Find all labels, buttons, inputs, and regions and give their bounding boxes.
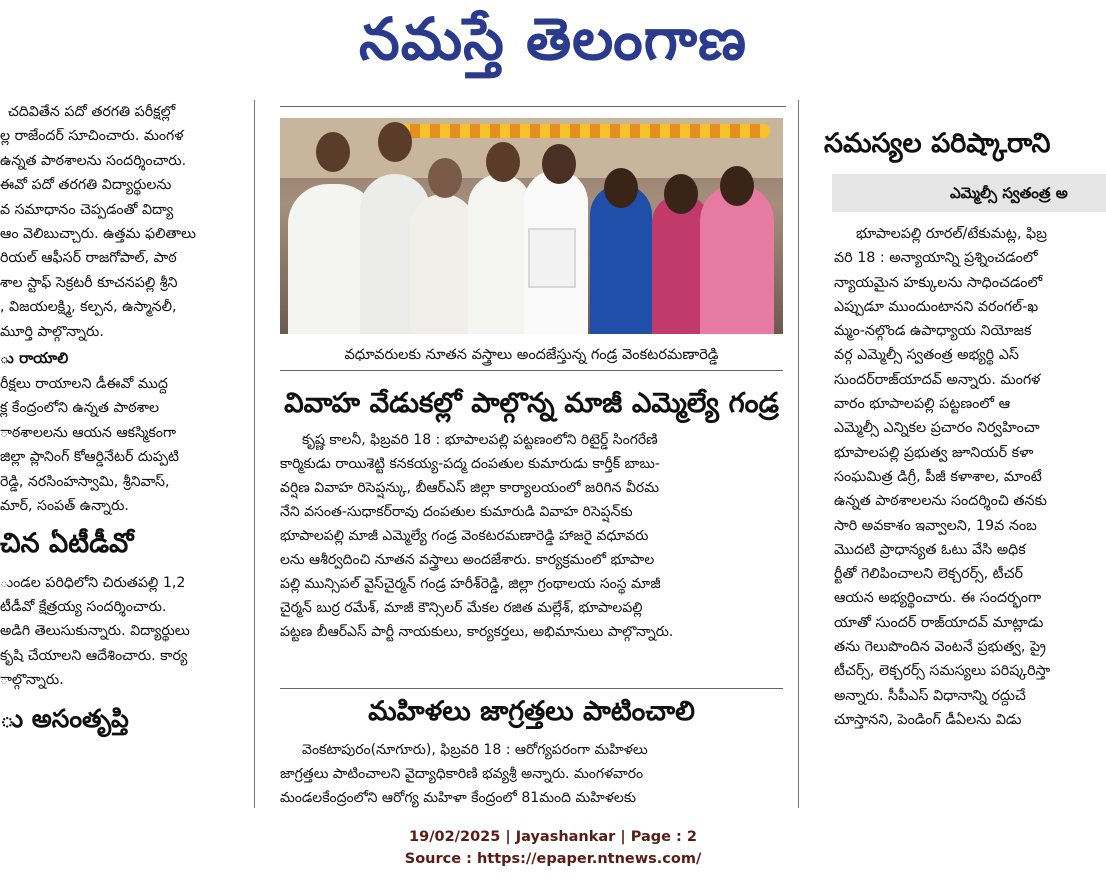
left-line: చదివితేన పదో తరగతి పరీక్షల్లో bbox=[8, 104, 176, 120]
column-divider bbox=[254, 100, 255, 808]
photo-head bbox=[428, 158, 462, 198]
right-line: సుందర్‌రాజ్‌యాదవ్ అన్నారు. మంగళ bbox=[834, 371, 1041, 388]
right-line: సంఘమిత్ర డిగ్రీ, పీజీ కళాశాల, మాంటే bbox=[834, 468, 1042, 485]
article-line: కృష్ణ కాలనీ, ఫిబ్రవరి 18 : భూపాలపల్లి పట్టణంలోని రిటైర్డ్ సింగరేణి bbox=[302, 432, 658, 448]
right-line: ఎప్పుడూ ముందుంటానని వరంగల్-ఖ bbox=[834, 298, 1039, 315]
right-line: భూపాలపల్లి ప్రభుత్వ జూనియర్ కళా bbox=[834, 444, 1034, 461]
left-line: మార్, సంపత్ ఉన్నారు. bbox=[0, 498, 129, 515]
photo-garland bbox=[390, 124, 770, 138]
masthead-title: నమస్తే తెలంగాణ bbox=[359, 4, 747, 73]
left-line: ఉన్నత పాఠశాలను సందర్శించారు. bbox=[0, 152, 187, 169]
article-line: పట్టణ బీఆర్ఎస్ పార్టీ నాయకులు, కార్యకర్తలు, అభిమానులు పాల్గొన్నారు. bbox=[280, 624, 674, 640]
left-subhead: ు రాయాలి bbox=[0, 349, 69, 368]
article-line: వర్షిణ వివాహ రిసెప్షన్కు, బీఆర్ఎస్ జిల్లా కార్యాలయంలో జరిగిన వీరమ bbox=[280, 480, 660, 496]
mid-rule bbox=[280, 688, 783, 689]
photo-head bbox=[486, 142, 520, 182]
left-headline-2: ు అసంతృప్తి bbox=[0, 703, 129, 733]
left-column bbox=[0, 100, 240, 806]
left-line: జిల్లా ప్లానింగ్ కోఆర్డినేటర్ దుప్పటి bbox=[0, 449, 179, 466]
photo-head bbox=[316, 132, 350, 172]
footer-source-line: Source : https://epaper.ntnews.com/ bbox=[404, 851, 702, 867]
left-line: రెడ్డి, నరసింహస్వామి, శ్రీనివాస్, bbox=[0, 473, 170, 490]
left-line: ఆం వెలిబుచ్చారు. ఉత్తమ ఫలితాలు bbox=[0, 226, 196, 243]
article-line: పల్లి మున్సిపల్ వైస్‌చైర్మన్ గండ్ర హరీశ్‌రెడ్డి, జిల్లా గ్రంథాలయ సంస్థ మాజీ bbox=[280, 576, 661, 592]
left-line: శాల స్టాఫ్ సెక్రటరీ కూచనపల్లి శ్రీని bbox=[0, 274, 178, 291]
left-line: టీడీవో క్షేత్రయ్య సందర్శించారు. bbox=[0, 598, 167, 615]
article-line: నేని వసంత-సుధాకర్‌రావు దంపతుల కుమారుడి వివాహ రిసెప్షన్‌కు bbox=[280, 504, 633, 520]
article-line: జాగ్రత్తలు పాటించాలని వైద్యాధికారిణి భవ్యశ్రీ అన్నారు. మంగళవారం bbox=[280, 766, 644, 782]
article-headline-2: మహిళలు జాగ్రత్తలు పాటించాలి bbox=[368, 696, 695, 727]
page-footer bbox=[0, 826, 1106, 870]
left-line: వ సమాధానం చెప్పడంతో విద్యా bbox=[0, 201, 174, 218]
right-line: మొదటి ప్రాధాన్యత ఓటు వేసి అధిక bbox=[834, 541, 1026, 558]
left-line: మూర్తి పాల్గొన్నారు. bbox=[0, 323, 104, 340]
right-subhead: ఎమ్మెల్సీ స్వతంత్ర అ bbox=[832, 174, 1106, 212]
right-line: యాతో సుందర్ రాజ్‌యాదవ్ మాట్లాడు bbox=[834, 614, 1044, 631]
article-line: భూపాలపల్లి మాజీ ఎమ్మెల్యే గండ్ర వెంకటరమణారెడ్డి హాజరై వధూవరు bbox=[280, 528, 649, 544]
article-line: లను ఆశీర్వదించి నూతన వస్త్రాలు అందజేశారు. కార్యక్రమంలో భూపాల bbox=[280, 552, 655, 568]
left-line: ఈవో పదో తరగతి విద్యార్థులను bbox=[0, 177, 172, 194]
right-line: చూస్తానని, పెండింగ్ డీఏలను విడు bbox=[834, 711, 1022, 728]
right-line: ఎమ్మెల్సీ ఎన్నికల ప్రచారం నిర్వహించా bbox=[834, 420, 1040, 437]
right-line: మ్మం-నల్గొండ ఉపాధ్యాయ నియోజక bbox=[834, 323, 1032, 340]
footer-date-line: 19/02/2025 | Jayashankar | Page : 2 bbox=[409, 829, 697, 845]
article-headline: వివాహ వేడుకల్లో పాల్గొన్న మాజీ ఎమ్మెల్యే గండ్ర bbox=[284, 387, 779, 419]
column-divider bbox=[798, 100, 799, 808]
left-line: , విజయలక్ష్మి, కల్పన, ఉస్మానలీ, bbox=[0, 299, 177, 316]
left-line: ాల్గొన్నారు. bbox=[0, 672, 64, 689]
left-line: రియల్ ఆఫీసర్ రాజగోపాల్, పాఠ bbox=[0, 250, 177, 267]
photo-caption: వధూవరులకు నూతన వస్త్రాలు అందజేస్తున్న గండ్ర వెంకటరమణారెడ్డి bbox=[280, 340, 783, 371]
article-line: వెంకటాపురం(నూగూరు), ఫిబ్రవరి 18 : ఆరోగ్యపరంగా మహిళలు bbox=[302, 742, 648, 758]
left-line: కృషి చేయాలని ఆదేశించారు. కార్య bbox=[0, 647, 188, 664]
left-headline: చిన ఏటీడీవో bbox=[0, 527, 134, 559]
right-line: సారి అవకాశం ఇవ్వాలని, 19వ నంబ bbox=[834, 517, 1037, 534]
photo-head bbox=[378, 122, 412, 162]
photo-head bbox=[604, 168, 638, 208]
right-line: తను గెలుపొందిన వెంటనే ప్రభుత్వ, ప్రై bbox=[834, 639, 1046, 656]
right-line: ర్టీతో గెలిపించాలని లెక్చరర్స్, టీచర్ bbox=[834, 566, 1024, 583]
photo-head bbox=[720, 166, 754, 206]
left-line: క్ల కేంద్రంలోని ఉన్నత పాఠశాల bbox=[0, 400, 160, 417]
photo-head bbox=[664, 174, 698, 214]
photo-person bbox=[410, 194, 476, 334]
left-line: ుండల పరిధిలోని చిరుతపల్లి 1,2 bbox=[0, 574, 186, 591]
article-body-2 bbox=[280, 738, 783, 810]
right-line: అన్నారు. సీపీఎస్ విధానాన్ని రద్దుచే bbox=[834, 687, 1026, 704]
left-line: ల్ల రాజేందర్ సూచించారు. మంగళ bbox=[0, 128, 184, 145]
left-line: అడిగి తెలుసుకున్నారు. విద్యార్థులు bbox=[0, 623, 190, 640]
left-line: ాఠశాలలను ఆయన ఆకస్మికంగా bbox=[0, 424, 177, 441]
masthead bbox=[0, 0, 1106, 92]
top-rule bbox=[280, 106, 786, 107]
right-line: వారం భూపాలపల్లి పట్టణంలో ఆ bbox=[834, 396, 1011, 413]
photo-person bbox=[468, 174, 532, 334]
article-line: కార్మికుడు రాయిశెట్టి కనకయ్య-పద్మ దంపతుల కుమారుడు కార్తీక్ బాబు- bbox=[280, 456, 660, 472]
right-line: ఉన్నత పాఠశాలలను సందర్శించి తనకు bbox=[834, 493, 1047, 510]
right-line: టీచర్స్, లెక్చరర్స్ సమస్యలు పరిష్కరిస్తా bbox=[834, 663, 1051, 680]
right-line: భూపాలపల్లి రూరల్/టేకుమట్ల, ఫిబ్ర bbox=[856, 226, 1047, 242]
photo-frame bbox=[528, 228, 576, 288]
article-line: మండలకేంద్రంలోని ఆరోగ్య మహిళా కేంద్రంలో 81మంది మహిళలకు bbox=[280, 790, 636, 806]
article-body bbox=[280, 428, 783, 644]
right-line: ఆయన అభ్యర్థించారు. ఈ సందర్భంగా bbox=[834, 590, 1042, 607]
right-line: వరి 18 : అన్యాయాన్ని ప్రశ్నించడంలో bbox=[834, 250, 1038, 267]
right-column bbox=[812, 118, 1106, 808]
news-photo bbox=[280, 118, 783, 334]
right-line: న్యాయమైన హక్కులను సాధించడంలో bbox=[834, 274, 1043, 291]
photo-head bbox=[542, 144, 576, 184]
left-line: రీక్షలు రాయాలని డీఈవో ముద్ద bbox=[0, 376, 168, 393]
right-headline: సమస్యల పరిష్కారాని bbox=[824, 128, 1051, 159]
photo-person bbox=[700, 184, 774, 334]
right-line: వర్గ ఎమ్మెల్సీ స్వతంత్ర అభ్యర్థి ఎస్ bbox=[834, 347, 1019, 364]
article-line: చైర్మన్ బుర్ర రమేశ్, మాజీ కౌన్సిలర్ మేకల రజిత మల్లేశ్, భూపాలపల్లి bbox=[280, 600, 643, 616]
